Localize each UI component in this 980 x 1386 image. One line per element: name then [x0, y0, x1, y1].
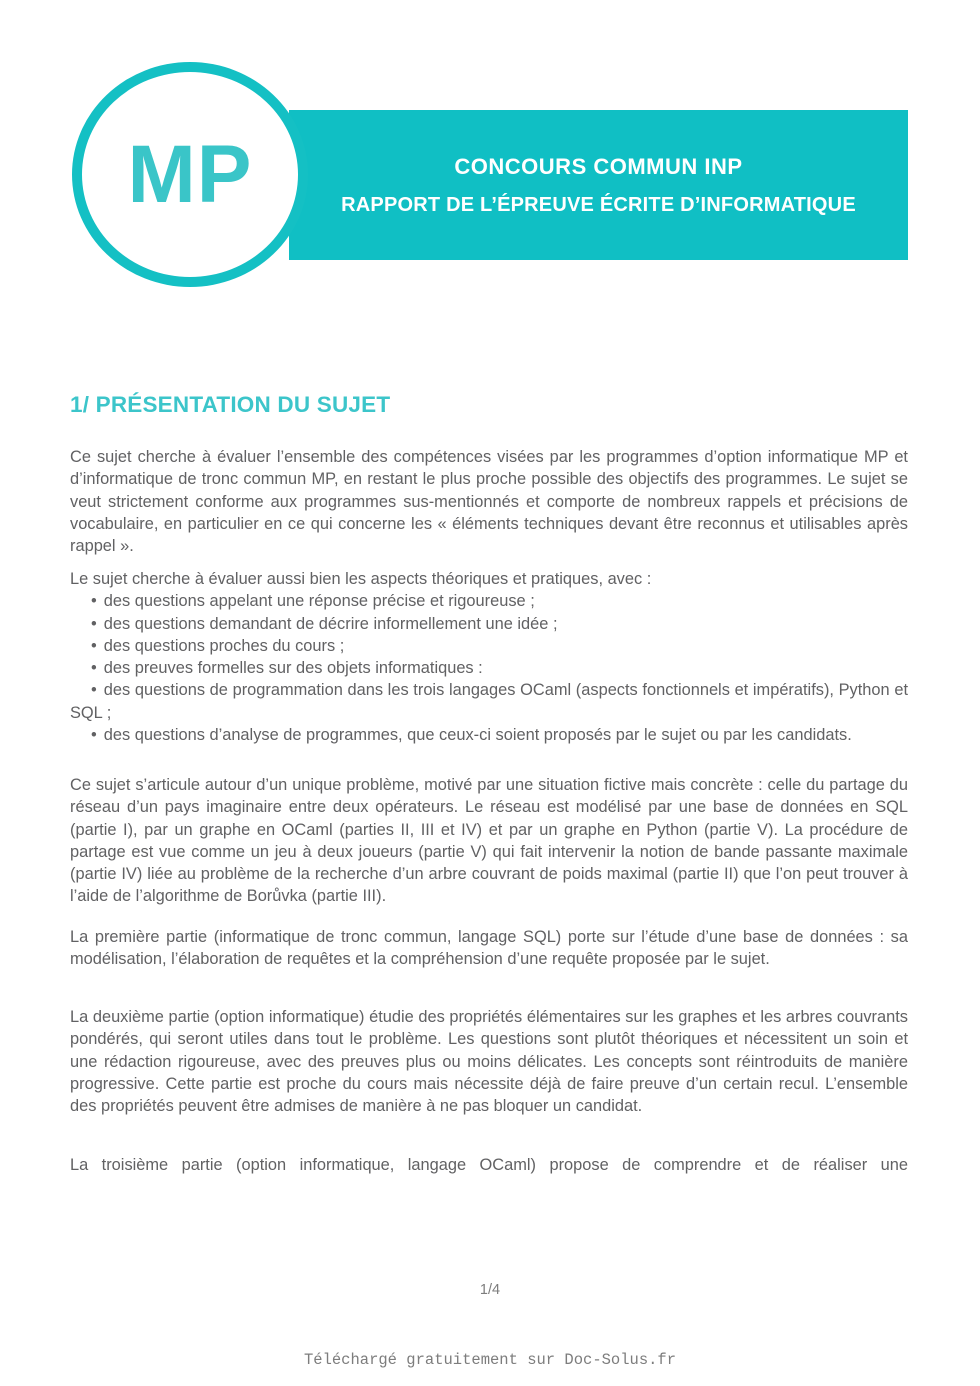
paragraph-intro: Ce sujet cherche à évaluer l’ensemble des compétences visées par les programmes d’option informatique MP et d’informatique de tronc commun MP, en restant le plus proche possible des objectifs des programmes. Le sujet se veut strictement conforme aux programmes sus-mentionnés et comporte de nombreux rappels et précisions de vocabulaire, en particulier en ce qui concerne les « éléments techniques devant être reconnus et utilisables après rappel ». [70, 448, 908, 556]
bullet-icon: • [91, 659, 97, 678]
list-intro: Le sujet cherche à évaluer aussi bien les aspects théoriques et pratiques, avec : [70, 570, 652, 588]
bullet-icon: • [91, 681, 97, 700]
list-item [70, 724, 908, 746]
list-item [70, 657, 908, 679]
list-item-text: des questions de programmation dans les trois langages OCaml (aspects fonctionnels et impératifs), Python et SQL ; [70, 681, 908, 722]
page-number: 1/4 [479, 1282, 501, 1298]
bullet-icon: • [91, 592, 97, 611]
section-heading: 1/ PRÉSENTATION DU SUJET [70, 392, 391, 417]
paragraph-part-one: La première partie (informatique de tronc commun, langage SQL) porte sur l’étude d’une base de données : sa modélisation, l’élaboration de requêtes et la compréhension d’une requête proposée par le sujet. [70, 928, 908, 969]
banner-title: CONCOURS COMMUN INP [454, 153, 743, 179]
list-item-text: des questions demandant de décrire informellement une idée ; [103, 614, 558, 633]
mp-logo-circle [72, 62, 308, 287]
header-banner [289, 110, 908, 260]
bullet-icon: • [91, 726, 97, 745]
list-item [70, 679, 908, 724]
paragraph-part-three: La troisième partie (option informatique, langage OCaml) propose de comprendre et de réaliser une [70, 1156, 908, 1174]
list-item-text: des questions d’analyse de programmes, que ceux-ci soient proposés par le sujet ou par les candidats. [103, 726, 852, 745]
download-note: Téléchargé gratuitement sur Doc-Solus.fr [303, 1351, 677, 1369]
list-item-text: des questions proches du cours ; [103, 636, 345, 655]
banner-subtitle: RAPPORT DE L’ÉPREUVE ÉCRITE D’INFORMATIQUE [341, 193, 856, 216]
bullet-icon: • [91, 614, 97, 633]
list-item [70, 590, 908, 612]
mp-logo-text: MP [127, 128, 253, 220]
paragraph-part-two: La deuxième partie (option informatique) étudie des propriétés élémentaires sur les graphes et les arbres couvrants pondérés, qui seront utiles dans tout le problème. Les questions sont plutôt théoriques et nécessitent un soin et une rédaction rigoureuse, avec des preuves plus ou moins délicates. Les concepts sont réintroduits de manière progressive. Cette partie est proche du cours mais nécessite déjà de faire preuve d’un certain recul. L’ensemble des propriétés peuvent être admises de manière à ne pas bloquer un candidat. [70, 1008, 908, 1116]
list-item [70, 635, 908, 657]
list-item [70, 613, 908, 635]
bullet-icon: • [91, 636, 97, 655]
evaluation-list [70, 568, 908, 746]
list-item-text: des preuves formelles sur des objets informatiques : [103, 659, 483, 678]
paragraph-subject-overview: Ce sujet s’articule autour d’un unique problème, motivé par une situation fictive mais concrète : celle du partage du réseau d’un pays imaginaire entre deux opérateurs. Le réseau est modélisé par une base de données en SQL (partie I), par un graphe en OCaml (parties II, III et IV) et par un graphe en Python (partie V). La procédure de partage est vue comme un jeu à deux joueurs (partie V) qui fait intervenir la notion de bande passante maximale (partie IV) liée au problème de la recherche d’un arbre couvrant de poids maximal (partie II) que l’on peut trouver à l’aide de l’algorithme de Borůvka (partie III). [70, 776, 908, 906]
list-item-text: des questions appelant une réponse précise et rigoureuse ; [103, 592, 535, 611]
